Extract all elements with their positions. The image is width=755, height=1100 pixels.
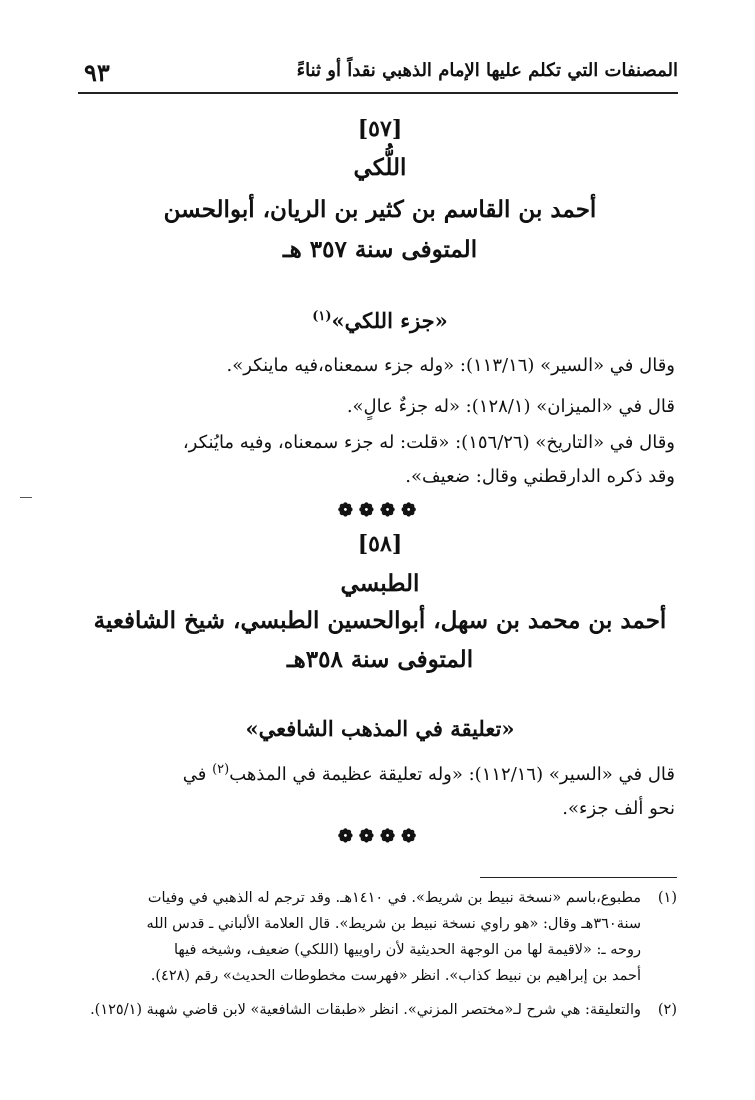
footnote-line: سنة٣٦٠هـ وقال: «هو راوي نسخة نبيط بن شريط». قال العلامة الألباني ـ قدس الله xyxy=(146,916,641,932)
entry-57-work-title xyxy=(80,308,680,333)
footnote-number: (١) xyxy=(657,890,677,906)
header-title: المصنفات التي تكلم عليها الإمام الذهبي نقداً أو ثناءً xyxy=(296,60,678,81)
footnote-divider xyxy=(480,877,677,878)
entry-57-quote-tarikh-line1: وقال في «التاريخ» (١٥٦/٢٦): «قلت: له جزء سمعناه، وفيه مايُنكر، xyxy=(182,432,675,453)
quote-text-end: في xyxy=(182,764,207,785)
footnote-line: أحمد بن إبراهيم بن نبيط كذاب». انظر «فهرست مخطوطات الحديث» رقم (٤٢٨). xyxy=(150,968,641,984)
header-divider xyxy=(78,92,678,94)
section-ornament: ❁❁❁❁ xyxy=(337,826,423,847)
entry-58-quote-line1 xyxy=(75,762,675,785)
footnote-number: (٢) xyxy=(657,1002,677,1018)
footnote-2 xyxy=(77,1002,677,1028)
entry-58-person: أحمد بن محمد بن سهل، أبوالحسين الطبسي، شيخ الشافعية xyxy=(93,607,667,634)
entry-57-death: المتوفى سنة ٣٥٧ هـ xyxy=(282,236,478,263)
footnote-line: روحه ـ: «لاقيمة لها من الوجهة الحديثية لأن راوييها (اللكي) ضعيف، وشيخه فيها xyxy=(173,942,641,958)
entry-57-number: [٥٧] xyxy=(357,116,403,142)
quote-text: قال في «السير» (١١٢/١٦): «وله تعليقة عظيمة في المذهب xyxy=(229,764,675,785)
work-title-text: «جزء اللكي» xyxy=(331,308,448,333)
footnote-line: مطبوع،باسم «نسخة نبيط بن شريط». في ١٤١٠هـ. وقد ترجم له الذهبي في وفيات xyxy=(147,890,641,906)
running-header xyxy=(78,58,678,90)
entry-58-name: الطبسي xyxy=(340,570,420,597)
entry-57-quote-mizan: قال في «الميزان» (١٢٨/١): «له جزءٌ عالٍ». xyxy=(346,396,675,417)
entry-57-name: اللُّكي xyxy=(353,154,407,181)
entry-58-number: [٥٨] xyxy=(357,531,403,557)
footnote-ref-1[interactable]: (١) xyxy=(312,309,332,324)
page-number: ٩٣ xyxy=(84,58,110,87)
footnote-1 xyxy=(77,890,677,995)
section-ornament: ❁❁❁❁ xyxy=(337,500,423,521)
footnote-ref-2[interactable]: (٢) xyxy=(212,762,230,777)
entry-57-quote-tarikh-line2: وقد ذكره الدارقطني وقال: ضعيف». xyxy=(405,466,675,487)
entry-57-person: أحمد بن القاسم بن كثير بن الريان، أبوالحسن xyxy=(163,196,597,223)
footnote-line: والتعليقة: هي شرح لـ«مختصر المزني». انظر «طبقات الشافعية» لابن قاضي شهبة (١٢٥/١). xyxy=(90,1002,641,1018)
margin-mark xyxy=(20,497,32,498)
entry-58-quote-line2: نحو ألف جزء». xyxy=(562,798,675,819)
entry-58-death: المتوفى سنة ٣٥٨هـ xyxy=(286,646,474,673)
entry-57-quote-siyar: وقال في «السير» (١١٣/١٦): «وله جزء سمعناه،فيه ماينكر». xyxy=(226,355,675,376)
entry-58-work-title: «تعليقة في المذهب الشافعي» xyxy=(245,716,515,741)
